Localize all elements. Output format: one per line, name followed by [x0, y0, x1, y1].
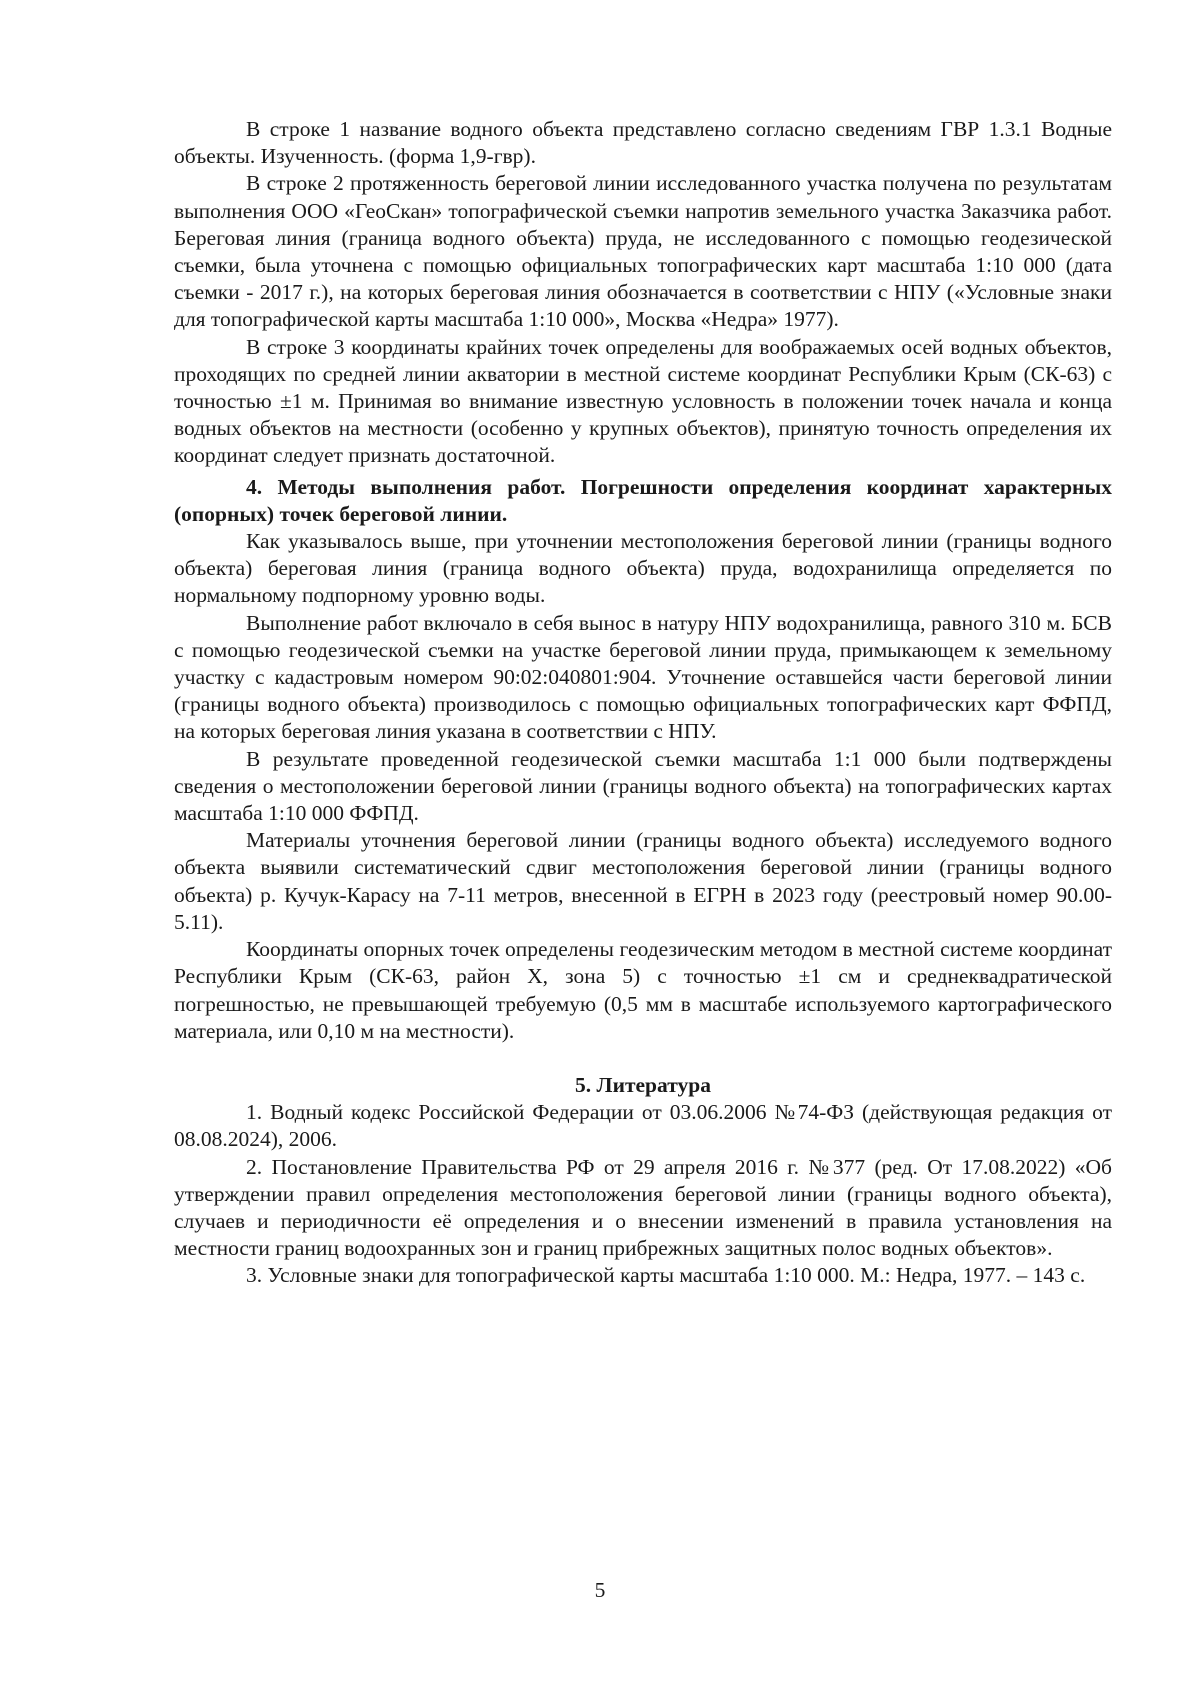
section-4-paragraph: Выполнение работ включало в себя вынос в натуру НПУ водохранилища, равного 310 м. БСВ с помощью геодезической съемки на участке береговой линии пруда, примыкающем к земельному участку с кадастровым номером 90:02:040801:904. Уточнение оставшейся части береговой линии (границы водного объекта) производилось с помощью официальных топографических карт ФФПД, на которых береговая линия указана в соответствии с НПУ.	[174, 610, 1112, 744]
section-5-heading: 5. Литература	[575, 1072, 711, 1097]
paragraph-line2: В строке 2 протяженность береговой линии исследованного участка получена по результатам выполнения ООО «ГеоСкан» топографической съемки напротив земельного участка Заказчика работ. Береговая линия (граница водного объекта) пруда, не исследованного с помощью геодезической съемки, была уточнена с помощью официальных топографических карт масштаба 1:10 000 (дата съемки - 2017 г.), на которых береговая линия обозначается в соответствии с НПУ («Условные знаки для топографической карты масштаба 1:10 000», Москва «Недра» 1977).	[174, 171, 1112, 332]
page-number: 5	[594, 1578, 606, 1602]
section-4-paragraph: Координаты опорных точек определены геодезическим методом в местной системе координат Республики Крым (СК-63, район X, зона 5) с точностью ±1 см и среднеквадратической погрешностью, не превышающей требуемую (0,5 мм в масштабе используемого картографического материала, или 0,10 м на местности).	[174, 937, 1112, 1043]
reference-item: 3. Условные знаки для топографической карты масштаба 1:10 000. М.: Недра, 1977. – 143 с.	[246, 1263, 1086, 1288]
section-4-paragraph: В результате проведенной геодезической съемки масштаба 1:1 000 были подтверждены сведения о местоположении береговой линии (границы водного объекта) на топографических картах масштаба 1:10 000 ФФПД.	[174, 746, 1112, 826]
section-4-paragraph: Материалы уточнения береговой линии (границы водного объекта) исследуемого водного объекта выявили систематический сдвиг местоположения береговой линии (границы водного объекта) р. Кучук-Карасу на 7-11 метров, внесенной в ЕГРН в 2023 году (реестровый номер 90.00-5.11).	[174, 828, 1112, 934]
paragraph-line1: В строке 1 название водного объекта представлено согласно сведениям ГВР 1.3.1 Водные объекты. Изученность. (форма 1,9-гвр).	[174, 117, 1112, 169]
paragraph-line3: В строке 3 координаты крайних точек определены для воображаемых осей водных объектов, проходящих по средней линии акватории в местной системе координат Республики Крым (СК-63) с точностью ±1 м. Принимая во внимание известную условность в положении точек начала и конца водных объектов на местности (особенно у крупных объектов), принятую точность определения их координат следует признать достаточной.	[174, 334, 1112, 468]
reference-item: 2. Постановление Правительства РФ от 29 апреля 2016 г. №377 (ред. От 17.08.2022) «Об утверждении правил определения местоположения береговой линии (границы водного объекта), случаев и периодичности её определения и о внесении изменений в правила установления на местности границ водоохранных зон и границ прибрежных защитных полос водных объектов».	[174, 1154, 1112, 1261]
section-4-heading: 4. Методы выполнения работ. Погрешности определения координат характерных (опорных) точек береговой линии.	[174, 474, 1112, 526]
page-content	[174, 116, 1112, 1290]
reference-item: 1. Водный кодекс Российской Федерации от 03.06.2006 №74-ФЗ (действующая редакция от 08.08.2024), 2006.	[174, 1100, 1112, 1152]
section-4-paragraph: Как указывалось выше, при уточнении местоположения береговой линии (границы водного объекта) береговая линия (граница водного объекта) пруда, водохранилища определяется по нормальному подпорному уровню воды.	[174, 529, 1112, 608]
